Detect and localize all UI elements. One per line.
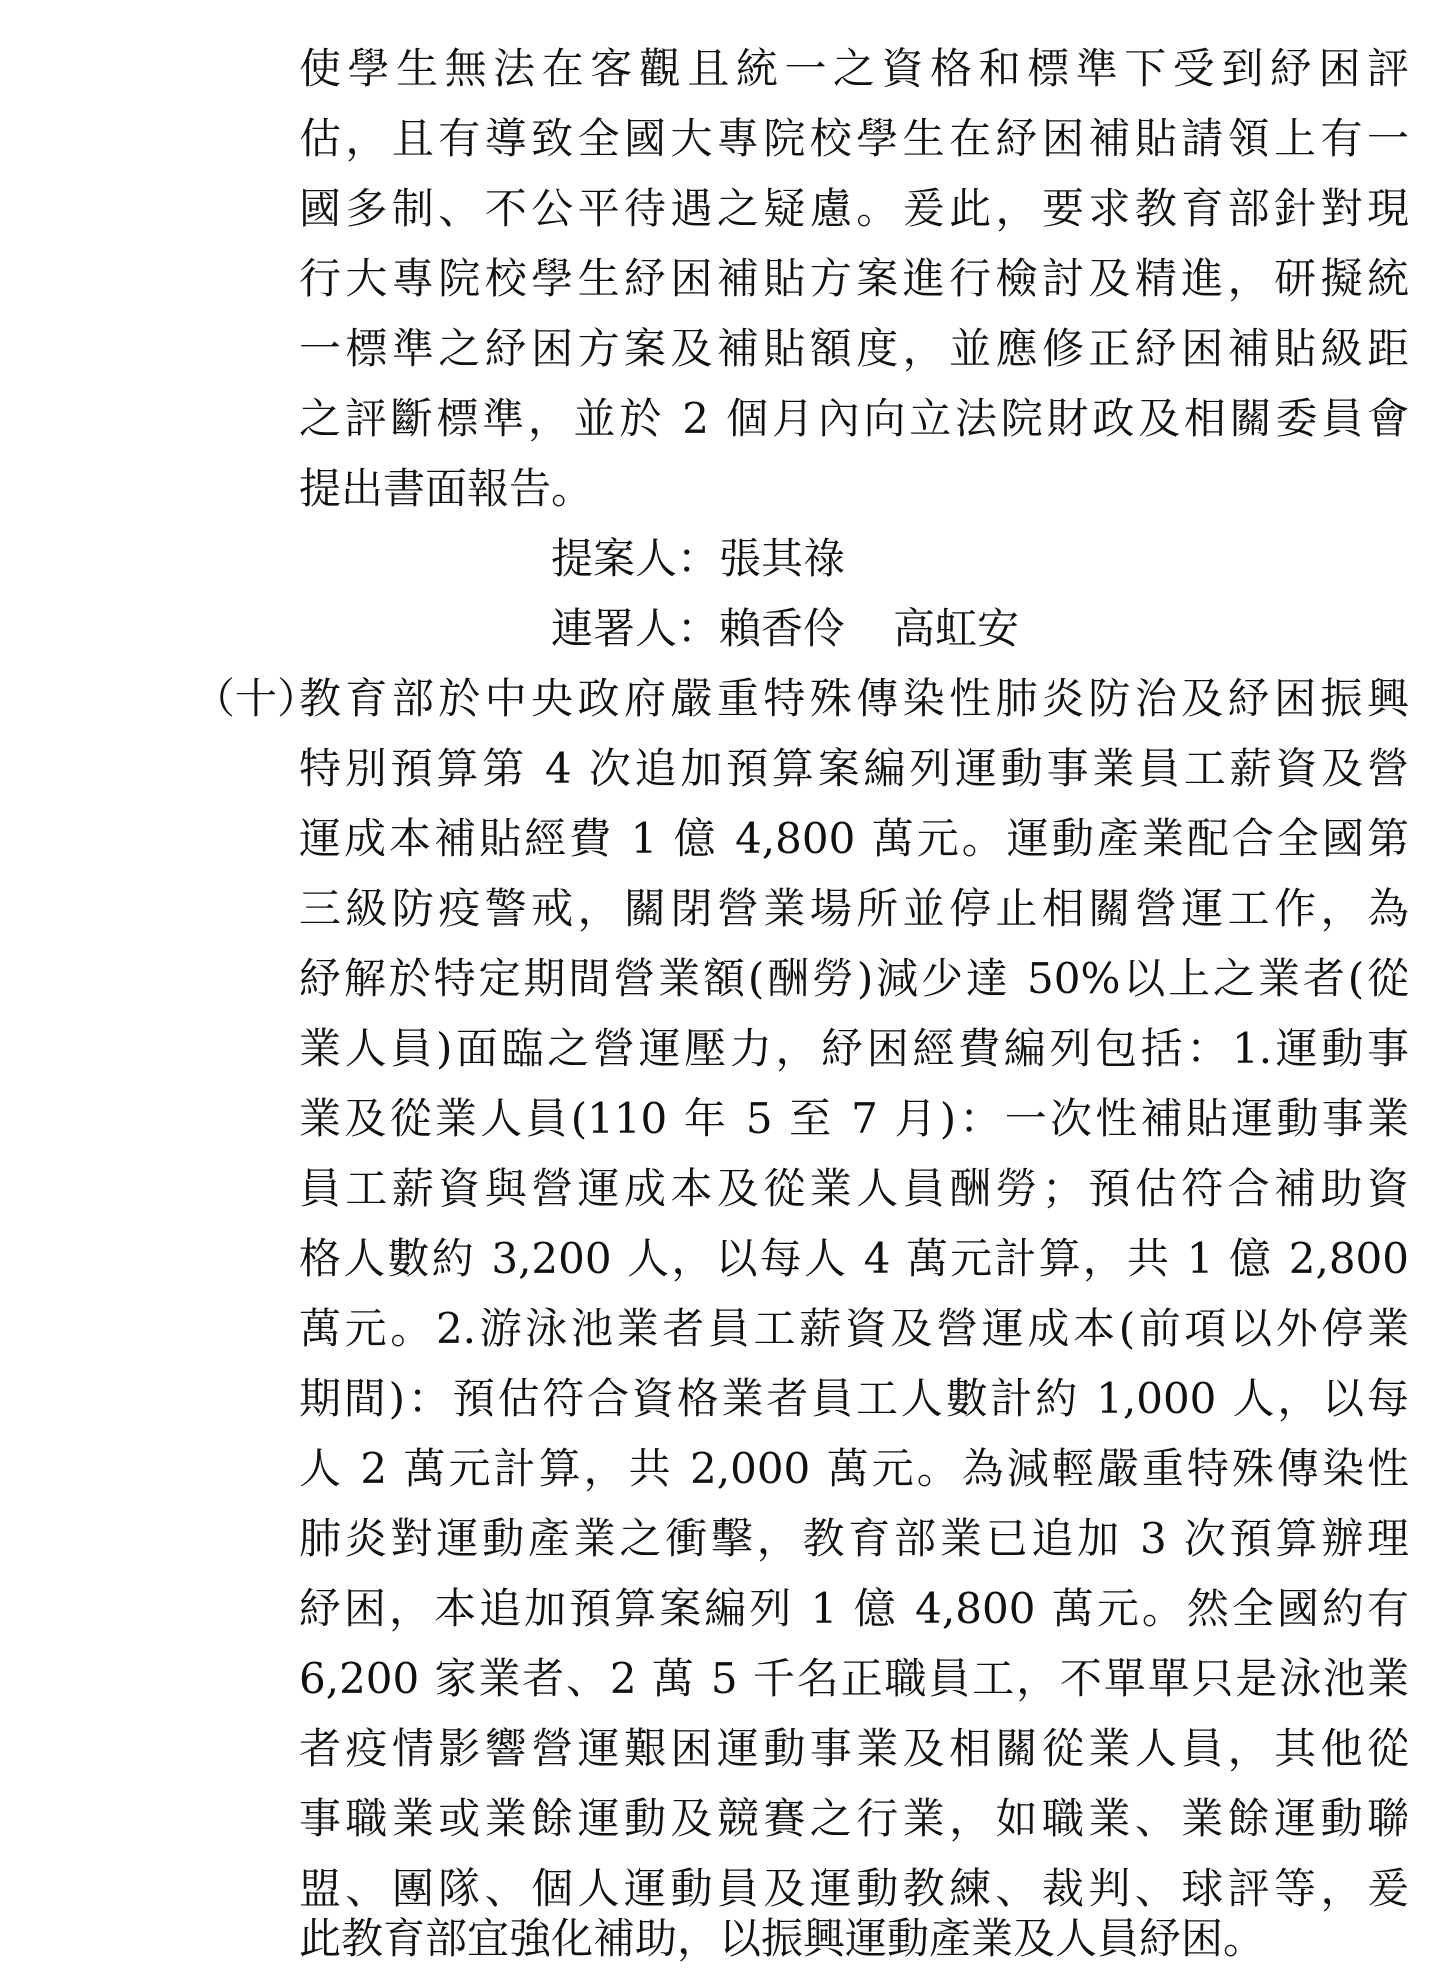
item-line: 三級防疫警戒，關閉營業場所並停止相關營運工作，為 bbox=[299, 884, 1409, 933]
item-line: 業及從業人員(110 年 5 至 7 月)：一次性補貼運動事業 bbox=[299, 1094, 1409, 1143]
paragraph-line: 之評斷標準，並於 2 個月內向立法院財政及相關委員會 bbox=[299, 394, 1409, 443]
paragraph-line: 行大專院校學生紓困補貼方案進行檢討及精進，研擬統 bbox=[299, 254, 1409, 303]
item-line: 紓解於特定期間營業額(酬勞)減少達 50%以上之業者(從 bbox=[299, 954, 1409, 1003]
item-line: 事職業或業餘運動及競賽之行業，如職業、業餘運動聯 bbox=[299, 1794, 1409, 1843]
item-line: 業人員)面臨之營運壓力，紓困經費編列包括：1.運動事 bbox=[299, 1024, 1409, 1073]
cosigner-label: 連署人：賴香伶 bbox=[551, 604, 846, 653]
item-line: 紓困，本追加預算案編列 1 億 4,800 萬元。然全國約有 bbox=[299, 1584, 1409, 1633]
item-line: 萬元。2.游泳池業者員工薪資及營運成本(前項以外停業 bbox=[299, 1304, 1409, 1353]
item-line: 人 2 萬元計算，共 2,000 萬元。為減輕嚴重特殊傳染性 bbox=[299, 1444, 1409, 1493]
item-line: 盟、團隊、個人運動員及運動教練、裁判、球評等，爰 bbox=[299, 1864, 1409, 1913]
item-number: （十） bbox=[193, 674, 320, 723]
cosigner-second: 高虹安 bbox=[893, 604, 1020, 653]
item-line: 員工薪資與營運成本及從業人員酬勞；預估符合補助資 bbox=[299, 1164, 1409, 1213]
item-line: 格人數約 3,200 人，以每人 4 萬元計算，共 1 億 2,800 bbox=[299, 1234, 1409, 1283]
paragraph-line: 一標準之紓困方案及補貼額度，並應修正紓困補貼級距 bbox=[299, 324, 1409, 373]
cosigner-line bbox=[551, 604, 1019, 654]
item-line: 者疫情影響營運艱困運動事業及相關從業人員，其他從 bbox=[299, 1724, 1409, 1773]
item-line: 肺炎對運動產業之衝擊，教育部業已追加 3 次預算辦理 bbox=[299, 1514, 1409, 1563]
paragraph-line: 國多制、不公平待遇之疑慮。爰此，要求教育部針對現 bbox=[299, 184, 1409, 233]
proposer-line: 提案人：張其祿 bbox=[551, 534, 846, 583]
paragraph-line: 提出書面報告。 bbox=[299, 464, 594, 513]
item-line: 教育部於中央政府嚴重特殊傳染性肺炎防治及紓困振興 bbox=[299, 674, 1409, 723]
paragraph-line: 使學生無法在客觀且統一之資格和標準下受到紓困評 bbox=[299, 44, 1409, 93]
item-line: 運成本補貼經費 1 億 4,800 萬元。運動產業配合全國第 bbox=[299, 814, 1409, 863]
item-line: 此教育部宜強化補助，以振興運動產業及人員紓困。 bbox=[299, 1914, 1266, 1963]
paragraph-line: 估，且有導致全國大專院校學生在紓困補貼請領上有一 bbox=[299, 114, 1409, 163]
item-line: 特別預算第 4 次追加預算案編列運動事業員工薪資及營 bbox=[299, 744, 1409, 793]
item-line: 期間)：預估符合資格業者員工人數計約 1,000 人，以每 bbox=[299, 1374, 1409, 1423]
item-line: 6,200 家業者、2 萬 5 千名正職員工，不單單只是泳池業 bbox=[299, 1654, 1409, 1703]
